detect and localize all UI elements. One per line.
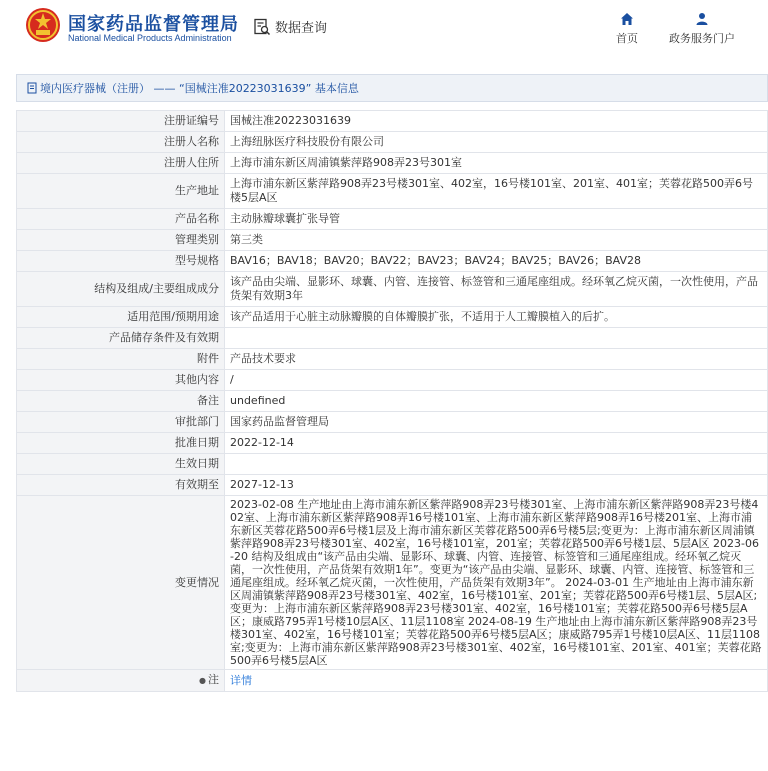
table-row [17, 328, 768, 349]
field-value: 2022-12-14 [225, 433, 768, 454]
nav-service-portal-label: 政务服务门户 [669, 32, 735, 45]
detail-table [16, 110, 768, 692]
breadcrumb [16, 74, 768, 102]
field-value: 2027-12-13 [225, 475, 768, 496]
field-value: 上海纽脉医疗科技股份有限公司 [225, 132, 768, 153]
table-row [17, 412, 768, 433]
table-row-note [17, 670, 768, 692]
field-label: 附件 [17, 349, 225, 370]
nav-home-label: 首页 [616, 32, 638, 45]
document-icon [27, 82, 38, 94]
field-label: 管理类别 [17, 230, 225, 251]
document-search-icon [253, 18, 271, 36]
field-value: 第三类 [225, 230, 768, 251]
field-label: 审批部门 [17, 412, 225, 433]
table-row [17, 433, 768, 454]
nav-home[interactable] [616, 12, 638, 46]
field-label: 批准日期 [17, 433, 225, 454]
note-value-cell [225, 670, 768, 692]
field-label: 产品名称 [17, 209, 225, 230]
user-icon [695, 12, 709, 26]
field-label: 备注 [17, 391, 225, 412]
field-value [225, 454, 768, 475]
field-label: 适用范围/预期用途 [17, 307, 225, 328]
data-query-label: 数据查询 [275, 21, 328, 36]
table-row [17, 230, 768, 251]
field-value [225, 328, 768, 349]
table-row [17, 454, 768, 475]
breadcrumb-text: 境内医疗器械（注册） —— “国械注准20223031639” 基本信息 [40, 82, 359, 95]
field-label: 生产地址 [17, 174, 225, 209]
change-history-text: 2023-02-08 生产地址由上海市浦东新区紫萍路908弄23号楼301室、上海市浦东新区紫萍路908弄23号楼402室、上海市浦东新区紫萍路908弄16号楼101室、上海市浦东新区紫萍路908弄16号楼201室、上海市浦东新区芙蓉花路500弄6号楼1层及上海市浦东新区芙蓉花路500弄6号楼5层;变更为：上海市浦东新区周浦镇紫萍路908弄23号楼301室、402室，16号楼101室，201室；芙蓉花路500弄6号楼1层、5层A区 2023-06-20 结构及组成由“该产品由尖端、显影环、球囊、内管、连接管、标签管和三通尾座组成。经环氧乙烷灭菌，一次性使用，产品货架有效期1年”。变更为“该产品由尖端、显影环、球囊、内管、连接管、标签管和三通尾座组成。经环氧乙烷灭菌，一次性使用，产品货架有效期3年”。 2024-03-01 生产地址由上海市浦东新区周浦镇紫萍路908弄23号楼301室、402室，16号楼101室、201室；芙蓉花路500弄6号楼1层、5层A区;变更为：上海市浦东新区紫萍路908弄23号楼301室、402室，16号楼101室；芙蓉花路500弄6号楼5层A区；康威路795弄1号楼10层A区、11层1108室 2024-08-19 生产地址由上海市浦东新区紫萍路908弄23号楼301室、402室，16号楼101室；芙蓉花路500弄6号楼5层A区；康威路795弄1号楼10层A区、11层1108室;变更为：上海市浦东新区紫萍路908弄23号楼301室、402室，16号楼101室、201室、401室；芙蓉花路500弄6号楼5层A区 [225, 496, 768, 670]
location-pin-icon: ● [199, 676, 206, 685]
field-label: 注册人住所 [17, 153, 225, 174]
field-label: 型号规格 [17, 251, 225, 272]
field-value: 主动脉瓣球囊扩张导管 [225, 209, 768, 230]
note-label: 注 [208, 673, 219, 686]
site-logo-subtitle: National Medical Products Administration [68, 33, 232, 43]
table-row-change-history [17, 496, 768, 670]
field-value: 该产品由尖端、显影环、球囊、内管、连接管、标签管和三通尾座组成。经环氧乙烷灭菌，一次性使用，产品货架有效期3年 [225, 272, 768, 307]
field-value: 上海市浦东新区紫萍路908弄23号楼301室、402室，16号楼101室、201室、401室；芙蓉花路500弄6号楼5层A区 [225, 174, 768, 209]
table-row [17, 475, 768, 496]
field-value: / [225, 370, 768, 391]
note-label-cell [17, 670, 225, 692]
field-label: 变更情况 [17, 496, 225, 670]
field-value: undefined [225, 391, 768, 412]
table-row [17, 132, 768, 153]
table-row [17, 391, 768, 412]
site-header [0, 0, 768, 62]
table-row [17, 272, 768, 307]
field-label: 其他内容 [17, 370, 225, 391]
field-value: 上海市浦东新区周浦镇紫萍路908弄23号301室 [225, 153, 768, 174]
table-row [17, 111, 768, 132]
data-query-link[interactable] [253, 17, 327, 36]
field-value: BAV16；BAV18；BAV20；BAV22；BAV23；BAV24；BAV25；BAV26；BAV28 [225, 251, 768, 272]
table-row [17, 307, 768, 328]
field-label: 生效日期 [17, 454, 225, 475]
field-label: 注册人名称 [17, 132, 225, 153]
table-row [17, 174, 768, 209]
site-logo-title[interactable]: 国家药品监督管理局 [68, 14, 239, 35]
home-icon [620, 12, 634, 26]
details-link[interactable]: 详情 [230, 673, 252, 687]
field-value: 产品技术要求 [225, 349, 768, 370]
field-label: 有效期至 [17, 475, 225, 496]
field-value: 国家药品监督管理局 [225, 412, 768, 433]
table-row [17, 370, 768, 391]
field-label: 结构及组成/主要组成成分 [17, 272, 225, 307]
field-value: 该产品适用于心脏主动脉瓣膜的自体瓣膜扩张，不适用于人工瓣膜植入的后扩。 [225, 307, 768, 328]
table-row [17, 251, 768, 272]
table-row [17, 349, 768, 370]
field-label: 注册证编号 [17, 111, 225, 132]
nav-service-portal[interactable] [669, 12, 735, 46]
table-row [17, 209, 768, 230]
field-label: 产品储存条件及有效期 [17, 328, 225, 349]
table-row [17, 153, 768, 174]
field-value: 国械注准20223031639 [225, 111, 768, 132]
national-emblem-icon [25, 7, 61, 43]
